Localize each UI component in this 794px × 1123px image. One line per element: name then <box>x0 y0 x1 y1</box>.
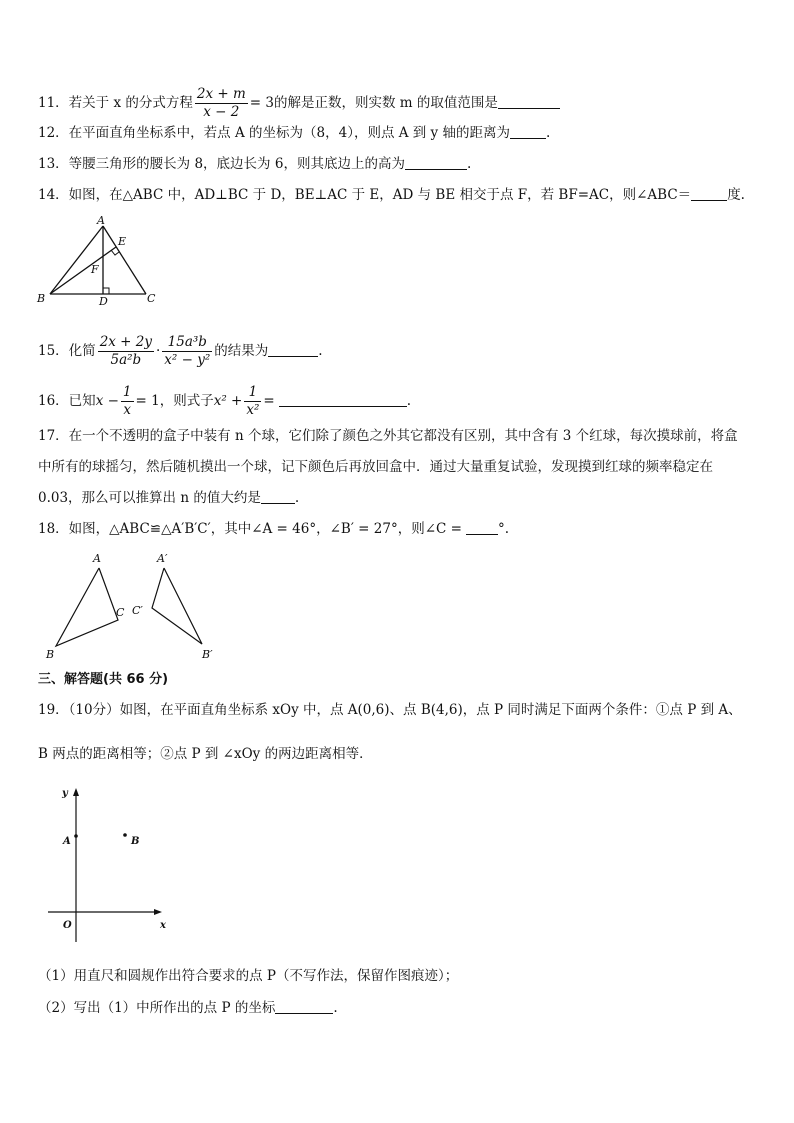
q15-end: . <box>318 343 323 359</box>
figure-19-coordinate-plane <box>44 780 174 946</box>
q15-numerator-1: 2x + 2y <box>99 334 152 350</box>
question-17-line-2 <box>38 457 764 477</box>
question-19-line-2 <box>38 744 764 764</box>
q14-text: 14．如图，在△ABC 中，AD⊥BC 于 D，BE⊥AC 于 E，AD 与 BE 相交于点 F，若 BF=AC，则∠ABC＝ <box>38 187 692 203</box>
q15-prefix: 15．化简 <box>38 343 96 359</box>
fig18-label-c-prime: C′ <box>132 604 143 617</box>
fig18-label-a-prime: A′ <box>157 552 168 565</box>
y-axis-arrow <box>73 788 79 796</box>
q16-x-minus: x − <box>95 393 119 409</box>
q13-text: 13．等腰三角形的腰长为 8，底边长为 6，则其底边上的高为 <box>38 156 405 172</box>
question-13 <box>38 154 764 174</box>
q11-numerator: 2x + m <box>196 86 246 102</box>
question-17-line-3 <box>38 488 764 508</box>
q15-numerator-2: 15a³b <box>162 334 212 352</box>
q11-equals: = 3 <box>249 95 274 111</box>
q15-dot: · <box>156 343 161 359</box>
q12-answer-blank[interactable] <box>510 124 546 139</box>
question-14 <box>38 185 764 205</box>
q19-part-1: （1）用直尺和圆规作出符合要求的点 P（不写作法，保留作图痕迹）； <box>38 968 459 984</box>
fig19-label-x: x <box>160 920 166 931</box>
q17-line-3: 0.03，那么可以推算出 n 的值大约是 <box>38 490 261 506</box>
q19-answer-blank[interactable] <box>275 999 333 1014</box>
triangle-a2b2c2 <box>152 568 202 644</box>
side-ab <box>50 226 103 294</box>
question-11 <box>38 86 764 121</box>
question-17-line-1 <box>38 426 764 446</box>
q18-text: 18．如图，△ABC≌△A′B′C′，其中∠A = 46°，∠B′ = 27°，则∠C = <box>38 521 462 537</box>
fig14-label-a: A <box>97 214 105 227</box>
q16-x2-plus: x² + <box>213 393 243 409</box>
q14-answer-blank[interactable] <box>691 186 727 201</box>
fig18-label-c: C <box>116 606 125 619</box>
fig19-label-o: O <box>63 920 72 931</box>
right-angle-d <box>103 288 109 294</box>
q18-answer-blank[interactable] <box>466 520 498 535</box>
q16-equals-2: = <box>263 393 275 409</box>
point-b <box>123 833 127 837</box>
q15-denominator-2: x² − y² <box>164 352 211 368</box>
q18-end: °. <box>497 521 509 537</box>
q13-answer-blank[interactable] <box>405 155 467 170</box>
q19-line-1: 19．（10分）如图，在平面直角坐标系 xOy 中，点 A(0,6)、点 B(4,6)，点 P 同时满足下面两个条件：①点 P 到 A、 <box>38 702 742 718</box>
q11-prefix: 11．若关于 x 的分式方程 <box>38 95 193 111</box>
q14-end: 度. <box>727 187 745 203</box>
q11-suffix: 的解是正数，则实数 m 的取值范围是 <box>273 95 498 111</box>
q16-numerator-1: 1 <box>122 384 132 400</box>
fig14-label-c: C <box>147 292 156 305</box>
q15-fraction-2 <box>162 334 212 369</box>
question-12 <box>38 123 764 143</box>
question-15 <box>38 334 764 369</box>
question-19-part-1 <box>38 966 764 986</box>
fig14-label-f: F <box>91 263 99 276</box>
q16-answer-blank[interactable] <box>279 392 407 407</box>
q17-line-1: 17．在一个不透明的盒子中装有 n 个球，它们除了颜色之外其它都没有区别，其中含有 3 个红球，每次摸球前，将盒 <box>38 428 738 444</box>
fig19-label-a: A <box>63 836 71 847</box>
fig19-label-y: y <box>62 788 68 799</box>
q15-answer-blank[interactable] <box>268 342 318 357</box>
fig14-label-e: E <box>118 235 127 248</box>
fig18-label-b: B <box>46 648 55 661</box>
q16-denominator-2: x² <box>246 402 260 418</box>
question-16 <box>38 384 764 419</box>
fig19-label-b: B <box>131 836 140 847</box>
q16-end: . <box>406 393 411 409</box>
q16-equals: = 1，则式子 <box>135 393 214 409</box>
question-19-line-1 <box>38 700 764 720</box>
q11-denominator: x − 2 <box>203 104 240 120</box>
q15-fraction-1 <box>98 334 154 369</box>
right-angle-e <box>111 250 119 255</box>
fig18-label-b-prime: B′ <box>202 648 213 661</box>
q16-fraction-2 <box>244 384 261 419</box>
q15-denominator-1: 5a²b <box>110 352 142 368</box>
q17-line-2: 中所有的球摇匀，然后随机摸出一个球，记下颜色后再放回盒中．通过大量重复试验，发现摸到红球的频率稳定在 <box>38 459 713 475</box>
fig14-label-b: B <box>37 292 46 305</box>
q19-end: . <box>333 1000 338 1016</box>
q13-end: . <box>466 156 472 172</box>
q16-prefix: 16．已知 <box>38 393 96 409</box>
fig14-label-d: D <box>99 295 108 306</box>
figure-18-congruent-triangles <box>44 546 234 664</box>
figure-14-triangle <box>36 214 160 306</box>
altitude-be <box>50 247 116 294</box>
q16-fraction-1 <box>121 384 134 419</box>
q11-answer-blank[interactable] <box>498 94 560 109</box>
question-19-part-2 <box>38 998 764 1018</box>
q17-end: . <box>294 490 300 506</box>
q12-end: . <box>545 125 551 141</box>
x-axis-arrow <box>154 909 162 915</box>
q16-denominator-1: x <box>123 402 132 418</box>
q16-numerator-2: 1 <box>244 384 261 402</box>
q19-line-2: B 两点的距离相等；②点 P 到 ∠xOy 的两边距离相等． <box>38 746 373 762</box>
question-18 <box>38 519 764 539</box>
q19-part-2: （2）写出（1）中所作出的点 P 的坐标 <box>38 1000 276 1016</box>
q17-answer-blank[interactable] <box>261 489 295 504</box>
fig18-label-a: A <box>93 552 101 565</box>
triangle-abc <box>56 568 118 646</box>
q15-suffix: 的结果为 <box>214 343 269 359</box>
q11-fraction <box>195 86 248 121</box>
section-3-heading: 三、解答题(共 66 分) <box>38 672 169 687</box>
point-a <box>74 834 78 838</box>
q12-text: 12．在平面直角坐标系中，若点 A 的坐标为（8，4），则点 A 到 y 轴的距离为 <box>38 125 510 141</box>
